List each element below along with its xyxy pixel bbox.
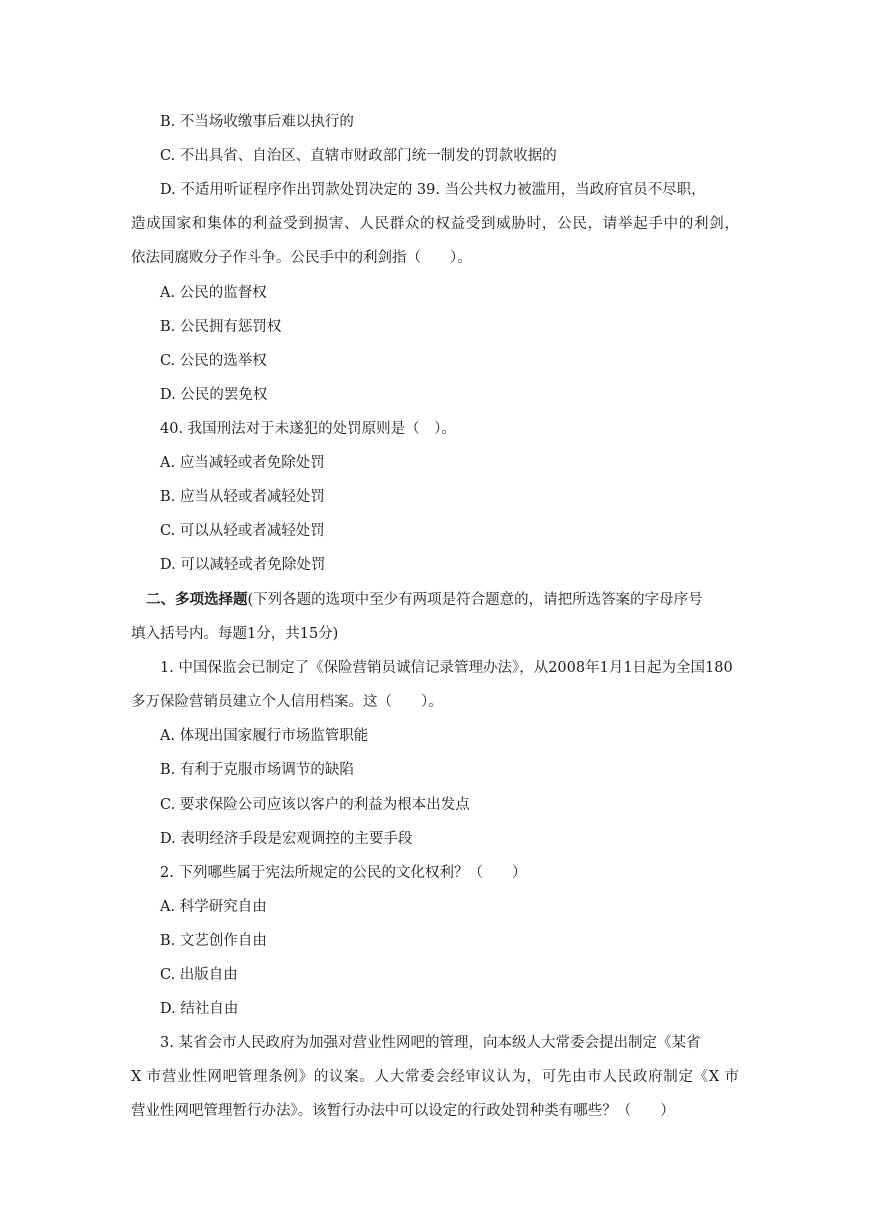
mq2-stem: 2. 下列哪些属于宪法所规定的公民的文化权利？（ ）: [160, 865, 527, 881]
q39-option-c: C. 公民的选举权: [160, 353, 267, 369]
mq2-option-a: A. 科学研究自由: [160, 899, 267, 915]
q39-stem-line3: 依法同腐败分子作斗争。公民手中的利剑指（ ）。: [131, 250, 472, 266]
mq1-stem-line1: 1. 中国保监会已制定了《保险营销员诚信记录管理办法》，从2008年1月1日起为全国180: [160, 660, 733, 676]
q39-option-d: D. 公民的罢免权: [160, 387, 268, 403]
mq2-option-c: C. 出版自由: [160, 967, 238, 983]
q40-option-d: D. 可以减轻或者免除处罚: [160, 557, 326, 573]
mq3-stem-line2: X 市营业性网吧管理条例》的议案。人大常委会经审议认为，可先由市人民政府制定《X 市: [131, 1069, 739, 1085]
mq1-option-c: C. 要求保险公司应该以客户的利益为根本出发点: [160, 797, 470, 813]
mq1-option-b: B. 有利于克服市场调节的缺陷: [160, 762, 354, 778]
q40-option-a: A. 应当减轻或者免除处罚: [160, 455, 325, 471]
section2-title: 二、多项选择题: [146, 591, 248, 608]
section2-heading: [146, 590, 703, 610]
q39-option-a: A. 公民的监督权: [160, 285, 267, 301]
mq3-stem-line3: 营业性网吧管理暂行办法》。该暂行办法中可以设定的行政处罚种类有哪些？（ ）: [131, 1103, 675, 1119]
section2-desc-line1: (下列各题的选项中至少有两项是符合题意的，请把所选答案的字母序号: [247, 592, 703, 608]
mq3-stem-line1: 3. 某省会市人民政府为加强对营业性网吧的管理，向本级人大常委会提出制定《某省: [160, 1035, 701, 1051]
q38-option-c: C. 不出具省、自治区、直辖市财政部门统一制发的罚款收据的: [160, 148, 557, 164]
q38-option-b: B. 不当场收缴事后难以执行的: [160, 114, 354, 130]
mq2-option-b: B. 文艺创作自由: [160, 933, 267, 949]
mq1-stem-line2: 多万保险营销员建立个人信用档案。这（ ）。: [131, 694, 443, 710]
section2-desc-line2: 填入括号内。每题1分，共15分): [131, 626, 339, 642]
q39-stem-line2: 造成国家和集体的利益受到损害、人民群众的权益受到威胁时，公民，请举起手中的利剑，: [131, 216, 739, 232]
q40-option-c: C. 可以从轻或者减轻处罚: [160, 523, 325, 539]
q39-option-b: B. 公民拥有惩罚权: [160, 319, 282, 335]
q38-option-d-line1: D. 不适用听证程序作出罚款处罚决定的 39. 当公共权力被滥用，当政府官员不尽职，: [160, 182, 706, 198]
mq2-option-d: D. 结社自由: [160, 1001, 239, 1017]
q40-stem: 40. 我国刑法对于未遂犯的处罚原则是（ ）。: [160, 421, 456, 437]
mq1-option-d: D. 表明经济手段是宏观调控的主要手段: [160, 831, 413, 847]
mq1-option-a: A. 体现出国家履行市场监管职能: [160, 728, 369, 744]
q40-option-b: B. 应当从轻或者减轻处罚: [160, 489, 325, 505]
